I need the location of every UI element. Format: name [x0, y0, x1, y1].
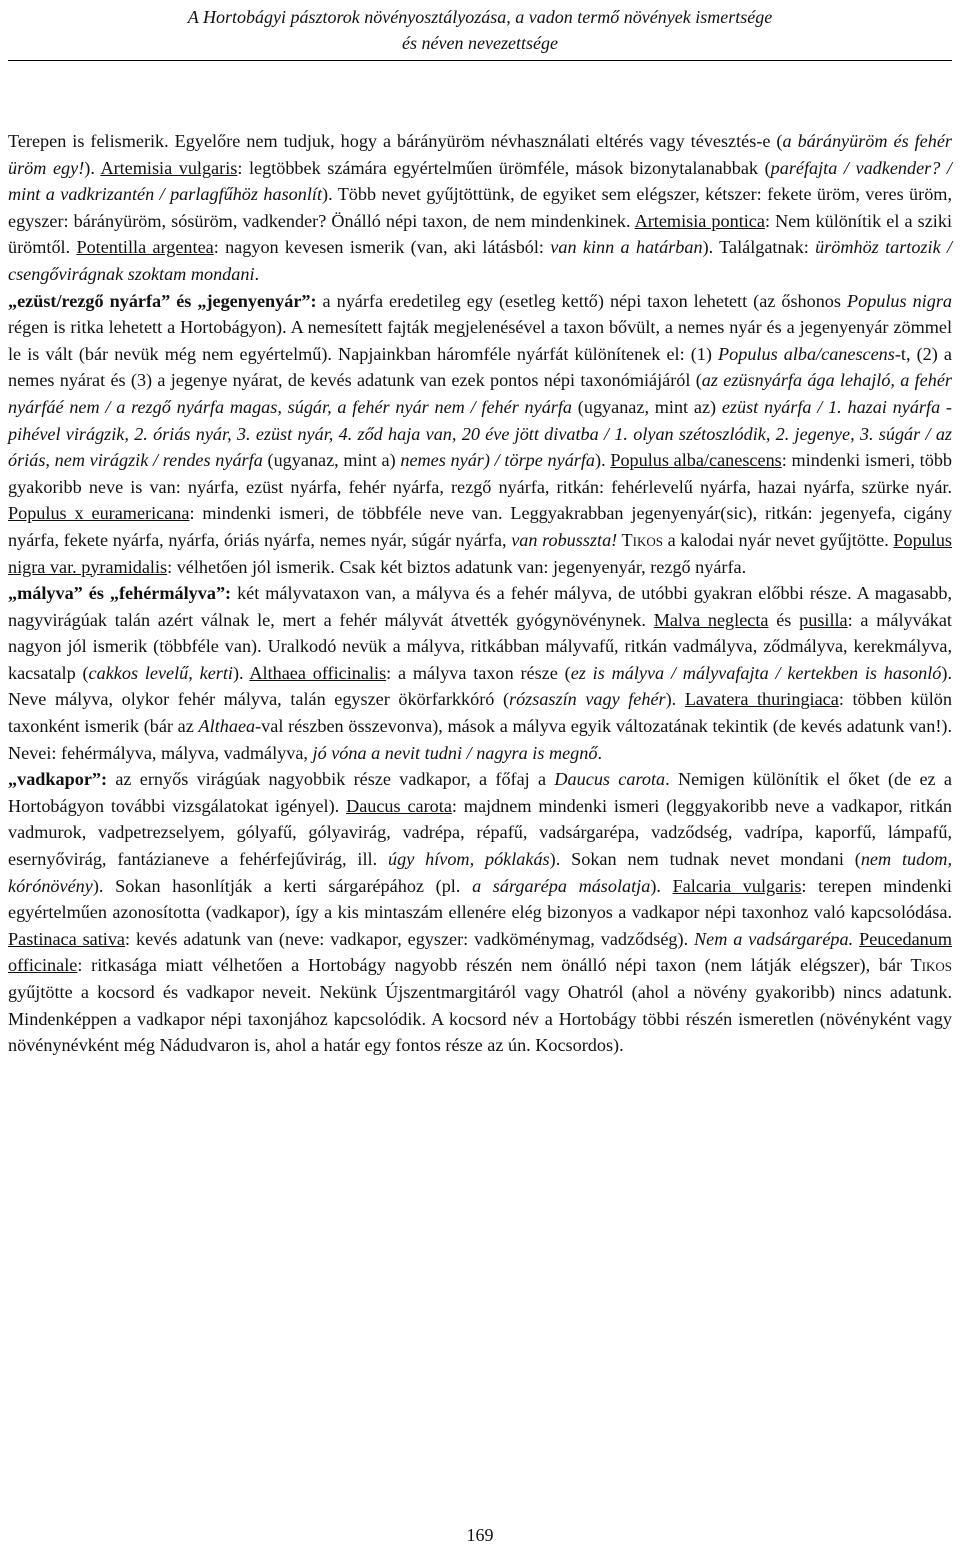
taxon-link: Artemisia vulgaris	[100, 157, 238, 178]
body-text	[8, 128, 952, 1059]
taxon-link: Peucedanum officinale	[8, 928, 953, 976]
taxon-link: Artemisia pontica	[634, 210, 765, 231]
taxon-link: pusilla	[799, 609, 848, 630]
section-heading-nyarfa: „ezüst/rezgő nyárfa” és „jegenyenyár”:	[8, 290, 317, 311]
taxon-link: Lavatera thuringiaca	[684, 689, 839, 710]
page-number: 169	[466, 1525, 494, 1545]
taxon-link: Malva neglecta	[653, 609, 769, 630]
taxon-link: Daucus carota	[346, 795, 452, 816]
paragraph-nyarfa: „ezüst/rezgő nyárfa” és „jegenyenyár”: a nyárfa eredetileg egy (esetleg kettő) népi taxon lehetett (az őshonos Populus nigra régen is ritka lehetett a Hortobágyon). A nemesített fajták megjelenésével a taxon bővült, a nemes nyár és a jegenyenyár zömmel le is vált (bár nevük még nem egyértelmű). Napjainkban háromféle nyárfát különítenek el: (1) Populus alba/canescens-t, (2) a nemes nyárat és (3) a jegenye nyárat, de kevés adatunk van ezek pontos népi taxonómiájáról (az ezüsnyárfa ága lehajló, a fehér nyárfáé nem / a rezgő nyárfa magas, súgár, a fehér nyár nem / fehér nyárfa (ugyanaz, mint az) ezüst nyárfa / 1. hazai nyárfa - pihével virágzik, 2. óriás nyár, 3. ezüst nyár, 4. ződ haja van, 20 éve jött divatba / 1. olyan szétoszlódik, 2. jegenye, 3. súgár / az óriás, nem virágzik / rendes nyárfa (ugyanaz, mint a) nemes nyár) / törpe nyárfa). Populus alba/canescens: mindenki ismeri, több gyakoribb neve is van: nyárfa, ezüst nyárfa, fehér nyárfa, rezgő nyárfa, ritkán: fehérlevelű nyárfa, hazai nyárfa, szürke nyár. Populus x euramericana: mindenki ismeri, de többféle neve van. Leggyakrabban jegenyenyár(sic), ritkán: jegenyefa, cigány nyárfa, fekete nyárfa, nyárfa, óriás nyárfa, nemes nyár, súgár nyárfa, van robusszta! Tikos a kalodai nyár nevet gyűjtötte. Populus nigra var. pyramidalis: vélhetően jól ismerik. Csak két biztos adatunk van: jegenyenyár, rezgő nyárfa.	[8, 290, 953, 577]
paragraph-malyva: „mályva” és „fehérmályva”: két mályvataxon van, a mályva és a fehér mályva, de utóbbi gyakran előbbi része. A magasabb, nagyvirágúak talán azért válnak le, mert a fehér mályvát átvették gyógynövénynek. Malva neglecta és pusilla: a mályvákat nagyon jól ismerik (többféle van). Uralkodó nevük a mályva, ritkábban mályvafű, ritkán vadmályva, ződmályva, kerekmályva, kacsatalp (cakkos levelű, kerti). Althaea officinalis: a mályva taxon része (ez is mályva / mályvafajta / kertekben is hasonló). Neve mályva, olykor fehér mályva, talán egyszer ökörfarkkóró (rózsaszín vagy fehér). Lavatera thuringiaca: többen külön taxonként ismerik (bár az Althaea-val részben összevonva), mások a mályva egyik változatának tekintik (de kevés adatunk van!). Nevei: fehérmályva, mályva, vadmályva, jó vóna a nevit tudni / nagyra is megnő.	[8, 583, 953, 763]
running-header	[0, 4, 960, 56]
taxon-link: Potentilla argentea	[76, 237, 214, 258]
paragraph-artemisia: Terepen is felismerik. Egyelőre nem tudjuk, hogy a bárányüröm névhasználati eltérés vagy tévesztés-e (a bárányüröm és fehér üröm egy!). Artemisia vulgaris: legtöbbek számára egyértelműen ürömféle, mások bizonytalanabbak (paréfajta / vadkender? / mint a vadkrizantén / parlagfűhöz hasonlít). Több nevet gyűjtöttünk, de egyiket sem elégszer, kétszer: fekete üröm, veres üröm, egyszer: bárányüröm, sósüröm, vadkender? Önálló népi taxon, de nem mindenkinek. Artemisia pontica: Nem különítik el a sziki ürömtől. Potentilla argentea: nagyon kevesen ismerik (van, aki látásból: van kinn a határban). Találgatnak: ürömhöz tartozik / csengővirágnak szoktam mondani.	[8, 131, 953, 284]
taxon-link: Pastinaca sativa	[8, 928, 126, 949]
section-heading-vadkapor: „vadkapor”:	[8, 769, 108, 790]
taxon-link: Althaea officinalis	[249, 662, 387, 683]
taxon-link: Populus alba/canescens	[610, 450, 782, 471]
taxon-link: Falcaria vulgaris	[672, 875, 802, 896]
header-rule	[8, 60, 952, 61]
section-heading-malyva: „mályva” és „fehérmályva”:	[8, 583, 232, 604]
running-header-line-1: A Hortobágyi pásztorok növényosztályozása, a vadon termő növények ismertsége	[187, 7, 773, 27]
running-header-line-2: és néven nevezettsége	[402, 33, 558, 53]
taxon-link: Populus nigra var. pyramidalis	[8, 529, 953, 577]
taxon-link: Populus x euramericana	[8, 503, 190, 524]
paragraph-vadkapor: „vadkapor”: az ernyős virágúak nagyobbik része vadkapor, a főfaj a Daucus carota. Nemigen különítik el őket (de ez a Hortobágyon további vizsgálatokat igényel). Daucus carota: majdnem mindenki ismeri (leggyakoribb neve a vadkapor, ritkán vadmurok, vadpetrezselyem, gólyafű, gólyavirág, vadrépa, répafű, vadsárgarépa, vadződség, vadrípa, kaporfű, lámpafű, esernyővirág, fantázianeve a fehérfejűvirág, ill. úgy hívom, póklakás). Sokan nem tudnak nevet mondani (nem tudom, kórónövény). Sokan hasonlítják a kerti sárgarépához (pl. a sárgarépa másolatja). Falcaria vulgaris: terepen mindenki egyértelműen azonosította (vadkapor), így a kis mintaszám ellenére elég bizonyos a vadkapor népi taxonhoz való kapcsolódása. Pastinaca sativa: kevés adatunk van (neve: vadkapor, egyszer: vadköménymag, vadződség). Nem a vadsárgarépa. Peucedanum officinale: ritkasága miatt vélhetően a Hortobágy nagyobb részén nem önálló népi taxon (nem látják elégszer), bár Tikos gyűjtötte a kocsord és vadkapor neveit. Nekünk Újszentmargitáról vagy Ohatról (ahol a növény gyakoribb) nincs adatunk. Mindenképpen a vadkapor népi taxonjához kapcsolódik. A kocsord név a Hortobágy többi részén ismeretlen (növényként vagy növénynévként még Nádudvaron is, ahol a határ egy fontos része az ún. Kocsordos).	[8, 769, 953, 1056]
